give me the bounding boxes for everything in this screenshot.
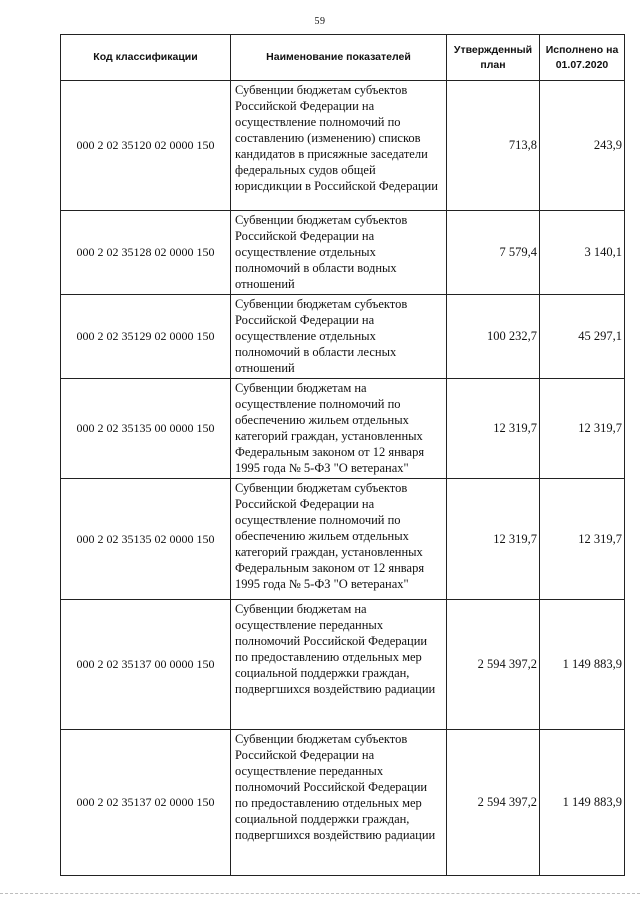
row-done: 1 149 883,9 [540, 730, 625, 876]
table-row [61, 81, 625, 211]
row-code: 000 2 02 35129 02 0000 150 [61, 295, 231, 379]
row-plan: 2 594 397,2 [447, 600, 540, 730]
column-header-code: Код классификации [61, 35, 231, 81]
row-code: 000 2 02 35120 02 0000 150 [61, 81, 231, 211]
row-plan: 713,8 [447, 81, 540, 211]
budget-table [60, 34, 625, 876]
row-name: Субвенции бюджетам на осуществление полномочий по обеспечению жильем отдельных категорий граждан, установленных Федеральным законом от 12 января 1995 года № 5-ФЗ "О ветеранах" [231, 379, 447, 479]
column-header-done: Исполнено на 01.07.2020 [540, 35, 625, 81]
column-header-plan: Утвержденный план [447, 35, 540, 81]
row-code: 000 2 02 35135 02 0000 150 [61, 479, 231, 600]
row-done: 1 149 883,9 [540, 600, 625, 730]
row-plan: 12 319,7 [447, 379, 540, 479]
row-code: 000 2 02 35137 02 0000 150 [61, 730, 231, 876]
row-code: 000 2 02 35137 00 0000 150 [61, 600, 231, 730]
row-name: Субвенции бюджетам субъектов Российской Федерации на осуществление полномочий по обеспечению жильем отдельных категорий граждан, установленных Федеральным законом от 12 января 1995 года № 5-ФЗ "О ветеранах" [231, 479, 447, 600]
row-name: Субвенции бюджетам субъектов Российской Федерации на осуществление отдельных полномочий в области лесных отношений [231, 295, 447, 379]
table-row [61, 379, 625, 479]
page-number: 59 [314, 16, 326, 27]
row-name: Субвенции бюджетам субъектов Российской Федерации на осуществление полномочий по составлению (изменению) списков кандидатов в присяжные заседатели федеральных судов общей юрисдикции в Российской Федерации [231, 81, 447, 211]
row-name: Субвенции бюджетам субъектов Российской Федерации на осуществление отдельных полномочий в области водных отношений [231, 211, 447, 295]
table-row [61, 600, 625, 730]
row-done: 45 297,1 [540, 295, 625, 379]
table-row [61, 479, 625, 600]
row-done: 12 319,7 [540, 379, 625, 479]
row-plan: 2 594 397,2 [447, 730, 540, 876]
table-header-row [61, 35, 625, 81]
row-code: 000 2 02 35128 02 0000 150 [61, 211, 231, 295]
row-done: 3 140,1 [540, 211, 625, 295]
column-header-name: Наименование показателей [231, 35, 447, 81]
row-plan: 12 319,7 [447, 479, 540, 600]
row-plan: 100 232,7 [447, 295, 540, 379]
row-plan: 7 579,4 [447, 211, 540, 295]
table-row [61, 211, 625, 295]
row-done: 12 319,7 [540, 479, 625, 600]
table-row [61, 295, 625, 379]
row-name: Субвенции бюджетам субъектов Российской Федерации на осуществление переданных полномочий Российской Федерации по предоставлению отдельных мер социальной поддержки граждан, подвергшихся воздействию радиации [231, 730, 447, 876]
table-row [61, 730, 625, 876]
page-bottom-divider [0, 893, 640, 894]
row-name: Субвенции бюджетам на осуществление переданных полномочий Российской Федерации по предоставлению отдельных мер социальной поддержки граждан, подвергшихся воздействию радиации [231, 600, 447, 730]
row-done: 243,9 [540, 81, 625, 211]
row-code: 000 2 02 35135 00 0000 150 [61, 379, 231, 479]
